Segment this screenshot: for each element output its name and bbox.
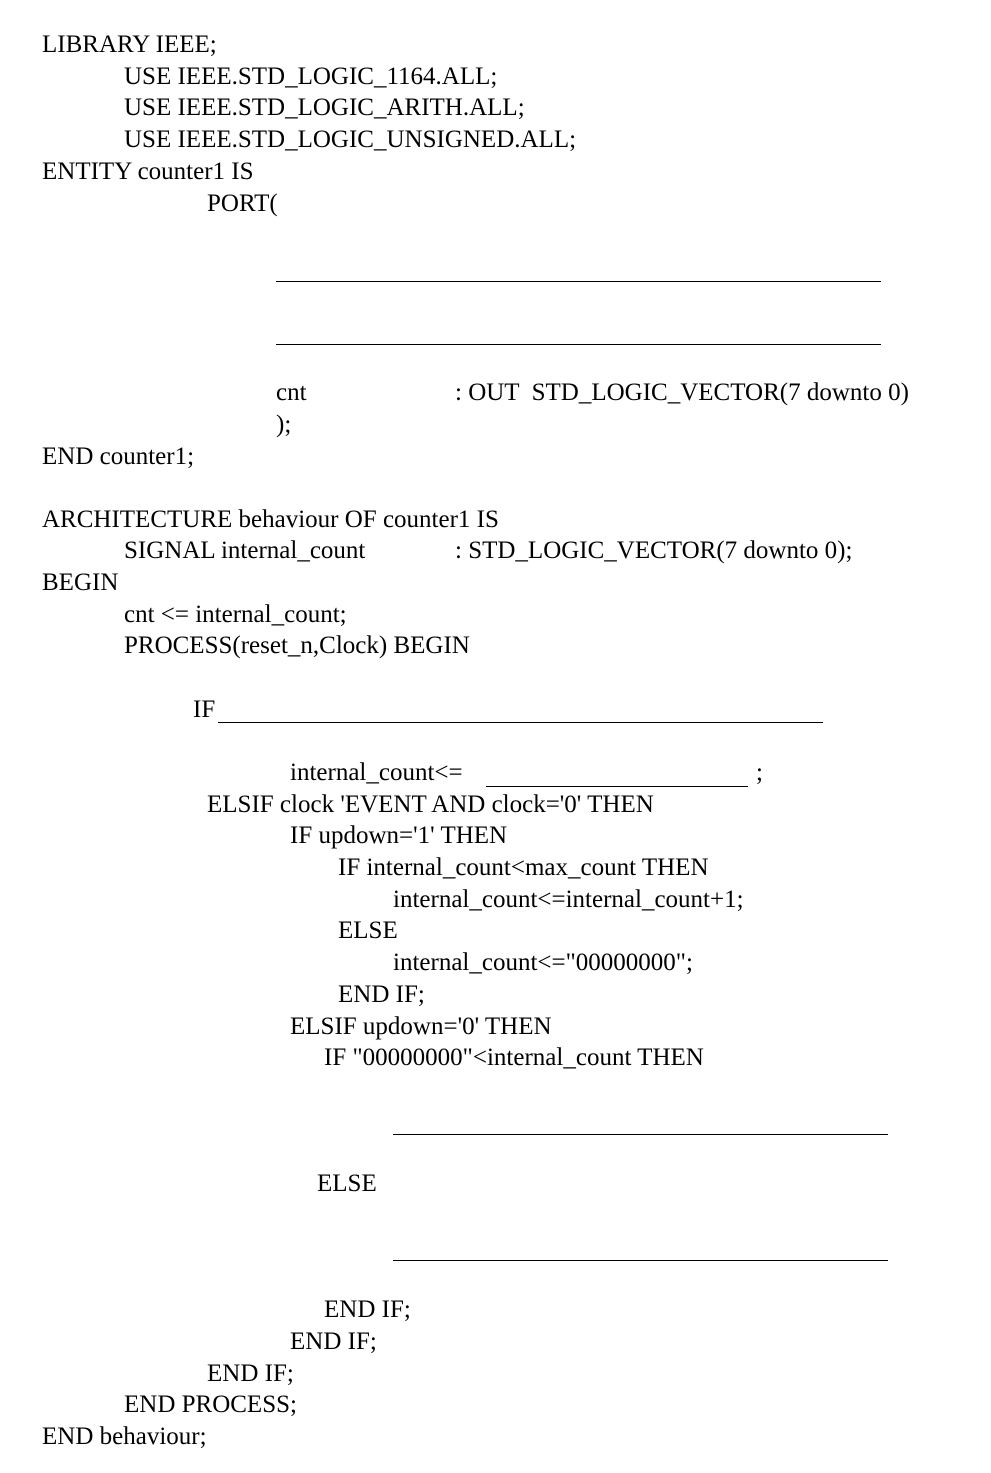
end-architecture-line: END behaviour; — [42, 1423, 207, 1450]
process-line: PROCESS(reset_n,Clock) BEGIN — [124, 632, 470, 659]
signal-name: SIGNAL internal_count — [124, 537, 366, 564]
signal-type: : STD_LOGIC_VECTOR(7 downto 0); — [455, 537, 853, 564]
end-entity-line: END counter1; — [42, 443, 195, 470]
port-blank-2[interactable] — [276, 344, 881, 345]
if-keyword: IF — [193, 696, 216, 723]
cnt-assign-line: cnt <= internal_count; — [124, 601, 347, 628]
begin-line: BEGIN — [42, 569, 119, 596]
library-line: LIBRARY IEEE; — [42, 31, 217, 58]
if-greater-than-zero-line: IF "00000000"<internal_count THEN — [324, 1044, 704, 1071]
reset-assign-line: internal_count<= — [290, 759, 463, 786]
end-if-line-2: END IF; — [324, 1296, 411, 1323]
reset-assign-semicolon: ; — [756, 759, 763, 786]
reset-zero-line: internal_count<="00000000"; — [393, 949, 693, 976]
use-std-logic-unsigned-line: USE IEEE.STD_LOGIC_UNSIGNED.ALL; — [124, 126, 577, 153]
if-updown-up-line: IF updown='1' THEN — [290, 822, 508, 849]
else-line-1: ELSE — [338, 917, 398, 944]
port-open-line: PORT( — [207, 190, 278, 217]
use-std-logic-arith-line: USE IEEE.STD_LOGIC_ARITH.ALL; — [124, 94, 525, 121]
elsif-updown-down-line: ELSIF updown='0' THEN — [290, 1013, 552, 1040]
reset-value-blank[interactable] — [486, 786, 748, 787]
entity-line: ENTITY counter1 IS — [42, 158, 254, 185]
port-close-line: ); — [276, 411, 292, 438]
wraparound-blank[interactable] — [393, 1260, 888, 1261]
if-condition-blank[interactable] — [218, 722, 823, 723]
cnt-port-type: : OUT STD_LOGIC_VECTOR(7 downto 0) — [455, 379, 909, 406]
cnt-port-name: cnt — [276, 379, 307, 406]
end-if-line-1: END IF; — [338, 981, 425, 1008]
use-std-logic-1164-line: USE IEEE.STD_LOGIC_1164.ALL; — [124, 63, 498, 90]
end-if-line-4: END IF; — [207, 1360, 294, 1387]
port-blank-1[interactable] — [276, 281, 881, 282]
if-less-than-max-line: IF internal_count<max_count THEN — [338, 854, 709, 881]
decrement-blank[interactable] — [393, 1134, 888, 1135]
end-process-line: END PROCESS; — [124, 1391, 297, 1418]
end-if-line-3: END IF; — [290, 1328, 377, 1355]
else-line-2: ELSE — [317, 1170, 377, 1197]
increment-line: internal_count<=internal_count+1; — [393, 886, 744, 913]
architecture-line: ARCHITECTURE behaviour OF counter1 IS — [42, 506, 499, 533]
elsif-clock-line: ELSIF clock 'EVENT AND clock='0' THEN — [207, 791, 654, 818]
